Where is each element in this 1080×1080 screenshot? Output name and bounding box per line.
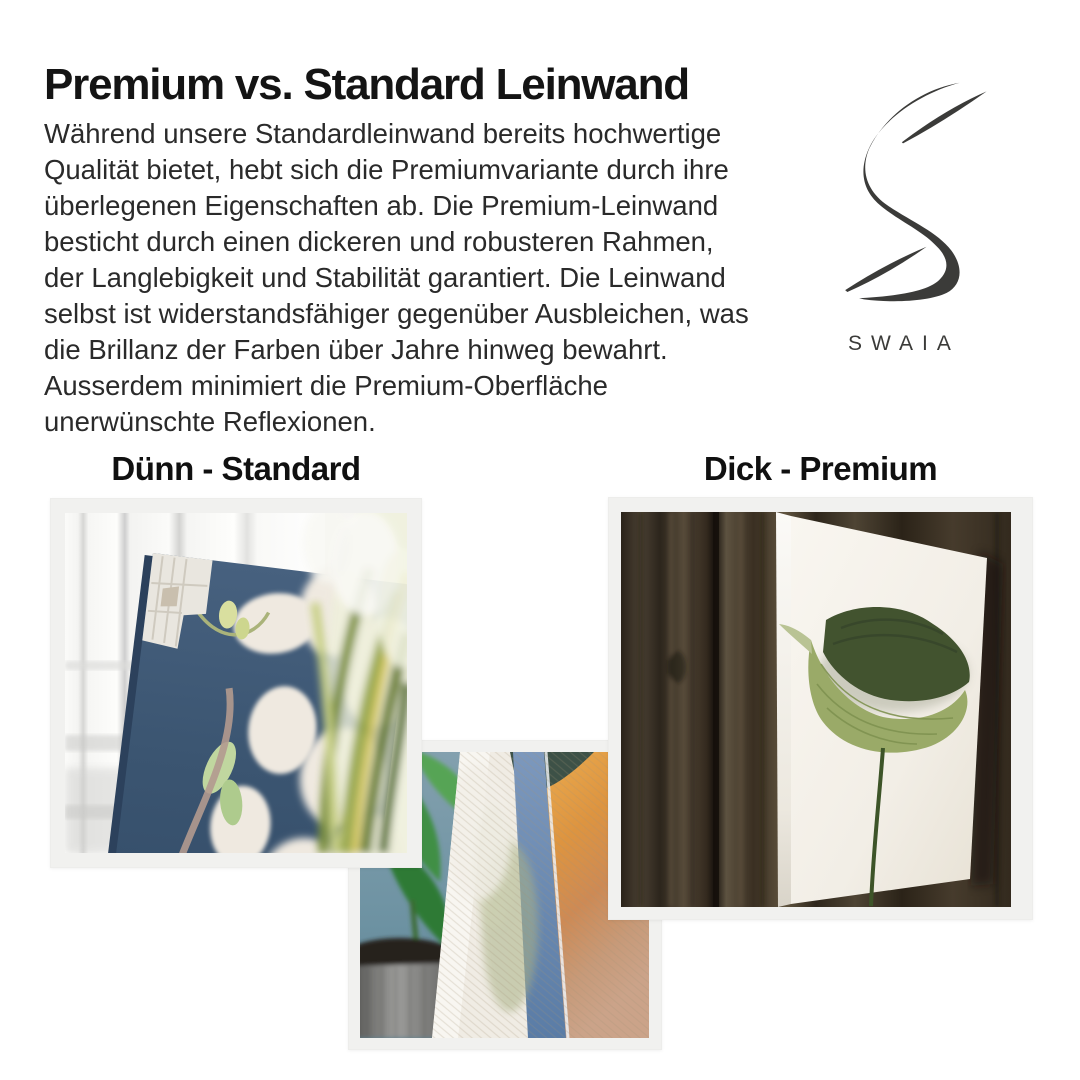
body-text-line: Während unsere Standardleinwand bereits hochwertige (44, 118, 722, 149)
swaia-s-swoosh-icon (828, 58, 1014, 318)
body-text-line: die Brillanz der Farben über Jahre hinweg bewahrt. (44, 334, 668, 365)
page-title: Premium vs. Standard Leinwand (44, 60, 689, 109)
body-text-line: der Langlebigkeit und Stabilität garantiert. Die Leinwand (44, 262, 726, 293)
standard-section-label: Dünn - Standard (111, 450, 361, 487)
body-text-line: überlegenen Eigenschaften ab. Die Premium-Leinwand (44, 190, 719, 221)
thick-premium-canvas-with-leaf-on-dark-wood-photo (621, 512, 1011, 907)
premium-section-label: Dick - Premium (703, 450, 938, 487)
intro-paragraph (44, 116, 749, 440)
thin-standard-canvas-leaning-on-white-shutter-photo (65, 513, 407, 853)
body-text-line: selbst ist widerstandsfähiger gegenüber Ausbleichen, was (44, 298, 749, 329)
brand-logo (828, 58, 1028, 358)
body-text-line: Qualität bietet, hebt sich die Premiumvariante durch ihre (44, 154, 729, 185)
body-text-line: besticht durch einen dickeren und robusteren Rahmen, (44, 226, 714, 257)
standard-canvas-card (50, 498, 422, 868)
body-text-line: unerwünschte Reflexionen. (44, 406, 376, 437)
body-text-line: Ausserdem minimiert die Premium-Oberfläche (44, 370, 608, 401)
brand-name: SWAIA (848, 332, 960, 355)
premium-canvas-card (608, 497, 1033, 920)
